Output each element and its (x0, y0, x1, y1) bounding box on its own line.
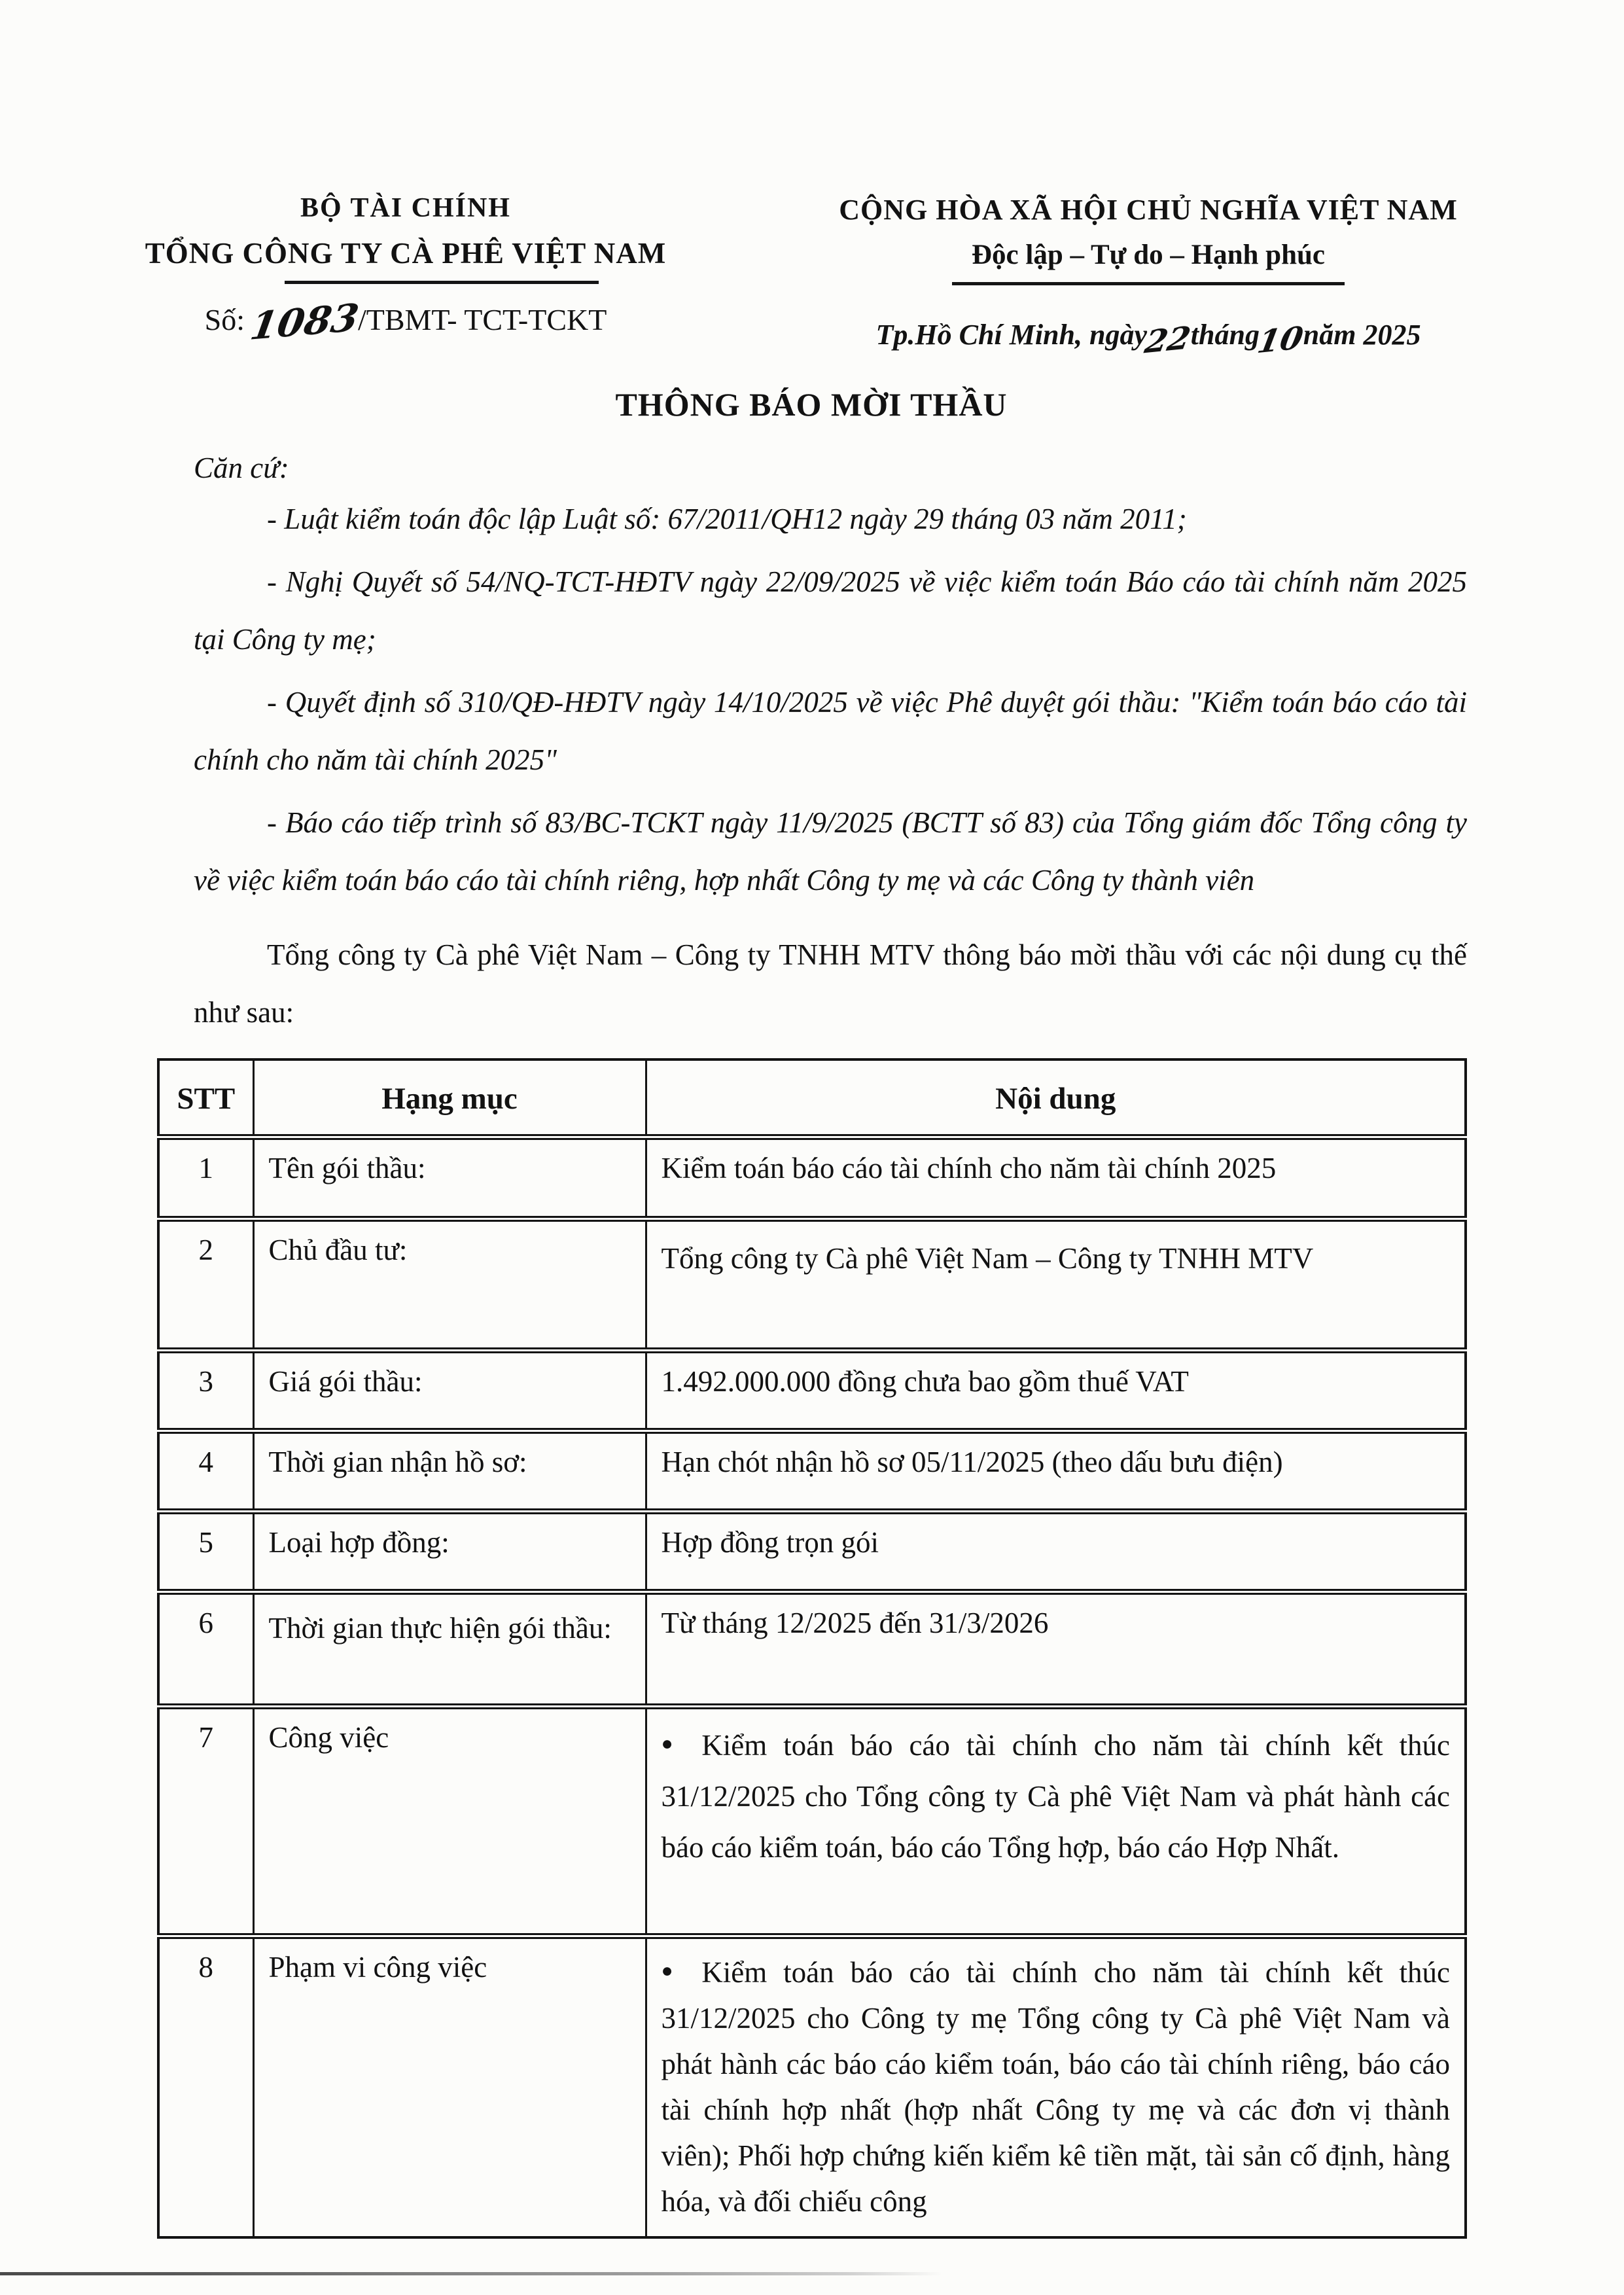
date-month-handwritten: 10 (1254, 319, 1306, 361)
row-item-label: Giá gói thầu: (253, 1351, 646, 1431)
row-number: 5 (158, 1512, 253, 1592)
row-item-label: Chủ đầu tư: (253, 1219, 646, 1351)
table-row (158, 1351, 1466, 1431)
row-number: 3 (158, 1351, 253, 1431)
motto-line2: Độc lập – Tự do – Hạnh phúc (972, 240, 1325, 270)
row-content: Kiểm toán báo cáo tài chính cho năm tài chính 2025 (646, 1137, 1466, 1219)
row-content: Hạn chót nhận hồ sơ 05/11/2025 (theo dấu bưu điện) (646, 1431, 1466, 1512)
table-row (158, 1592, 1466, 1707)
column-header-item: Hạng mục (253, 1059, 646, 1137)
row-content-text: Kiểm toán báo cáo tài chính cho năm tài chính kết thúc 31/12/2025 cho Tổng công ty Cà phê Việt Nam và phát hành các báo cáo kiểm toán, báo cáo Tổng hợp, báo cáo Hợp Nhất. (661, 1729, 1451, 1864)
motto-underline (952, 282, 1345, 285)
date-prefix: Tp.Hồ Chí Minh, ngày (875, 319, 1147, 351)
table-header (158, 1059, 1466, 1137)
document-date-line (811, 318, 1485, 361)
document-number-suffix: /TBMT- TCT-TCKT (357, 303, 607, 336)
row-content (646, 1707, 1466, 1936)
agency-name: TỔNG CÔNG TY CÀ PHÊ VIỆT NAM (145, 237, 667, 270)
row-content: Từ tháng 12/2025 đến 31/3/2026 (646, 1592, 1466, 1707)
row-content-text: Kiểm toán báo cáo tài chính cho năm tài chính kết thúc 31/12/2025 cho Công ty mẹ Tổng công ty Cà phê Việt Nam và phát hành các báo cáo kiểm toán, báo cáo tài chính riêng, báo cáo tài chính hợp nhất (hợp nhất Công ty mẹ và các đơn vị thành viên); Phối hợp chứng kiến kiểm kê tiền mặt, tài sản cố định, hàng hóa, và đối chiếu công (661, 1956, 1451, 2218)
parent-agency-name: BỘ TÀI CHÍNH (300, 193, 511, 223)
agency-underline (285, 281, 599, 284)
table-row (158, 1936, 1466, 2238)
date-suffix: năm 2025 (1303, 319, 1421, 351)
row-item-label: Công việc (253, 1707, 646, 1936)
date-between: tháng (1190, 319, 1260, 351)
header-issuing-agency (0, 187, 811, 351)
table-row (158, 1137, 1466, 1219)
row-item-label: Thời gian nhận hồ sơ: (253, 1431, 646, 1512)
intro-paragraph: Tổng công ty Cà phê Việt Nam – Công ty TNHH MTV thông báo mời thầu với các nội dung cụ thế như sau: (194, 938, 1467, 1029)
row-item-label: Thời gian thực hiện gói thầu: (253, 1592, 646, 1707)
table-body (158, 1137, 1466, 2238)
basis-item: - Nghị Quyết số 54/NQ-TCT-HĐTV ngày 22/09/2025 về việc kiểm toán Báo cáo tài chính năm 2025 tại Công ty mẹ; (194, 565, 1467, 656)
column-header-content: Nội dung (646, 1059, 1466, 1137)
row-number: 6 (158, 1592, 253, 1707)
document-header (0, 187, 1624, 361)
motto-line1: CỘNG HÒA XÃ HỘI CHỦ NGHĨA VIỆT NAM (839, 194, 1458, 226)
row-number: 7 (158, 1707, 253, 1936)
page-title: THÔNG BÁO MỜI THẦU (615, 386, 1008, 423)
bullet-icon: ● (661, 1733, 682, 1754)
header-national-motto (811, 187, 1485, 361)
bid-info-table (157, 1058, 1467, 2239)
row-content: Tổng công ty Cà phê Việt Nam – Công ty TNHH MTV (646, 1219, 1466, 1351)
row-item-label: Loại hợp đồng: (253, 1512, 646, 1592)
scan-artifact-line (0, 2272, 942, 2275)
column-header-stt: STT (158, 1059, 253, 1137)
table-row (158, 1512, 1466, 1592)
row-content: Hợp đồng trọn gói (646, 1512, 1466, 1592)
document-number-handwritten: 1083 (247, 295, 362, 349)
table-row (158, 1431, 1466, 1512)
document-number-prefix: Số: (204, 303, 253, 336)
basis-item: - Luật kiểm toán độc lập Luật số: 67/2011/QH12 ngày 29 tháng 03 năm 2011; (267, 503, 1187, 535)
table-header-row (158, 1059, 1466, 1137)
row-content (646, 1936, 1466, 2238)
table-row (158, 1219, 1466, 1351)
row-item-label: Phạm vi công việc (253, 1936, 646, 2238)
date-day-handwritten: 22 (1142, 319, 1193, 361)
row-number: 2 (158, 1219, 253, 1351)
table-row (158, 1707, 1466, 1936)
basis-item: - Quyết định số 310/QĐ-HĐTV ngày 14/10/2025 về việc Phê duyệt gói thầu: "Kiểm toán báo cáo tài chính cho năm tài chính 2025" (194, 686, 1467, 776)
row-number: 8 (158, 1936, 253, 2238)
row-content: 1.492.000.000 đồng chưa bao gồm thuế VAT (646, 1351, 1466, 1431)
row-number: 1 (158, 1137, 253, 1219)
basis-item: - Báo cáo tiếp trình số 83/BC-TCKT ngày 11/9/2025 (BCTT số 83) của Tổng giám đốc Tổng công ty về việc kiểm toán báo cáo tài chính riêng, hợp nhất Công ty mẹ và các Công ty thành viên (194, 806, 1467, 897)
bullet-icon: ● (661, 1960, 682, 1982)
document-number (0, 295, 811, 349)
basis-label: Căn cứ: (194, 452, 289, 484)
row-number: 4 (158, 1431, 253, 1512)
row-item-label: Tên gói thầu: (253, 1137, 646, 1219)
